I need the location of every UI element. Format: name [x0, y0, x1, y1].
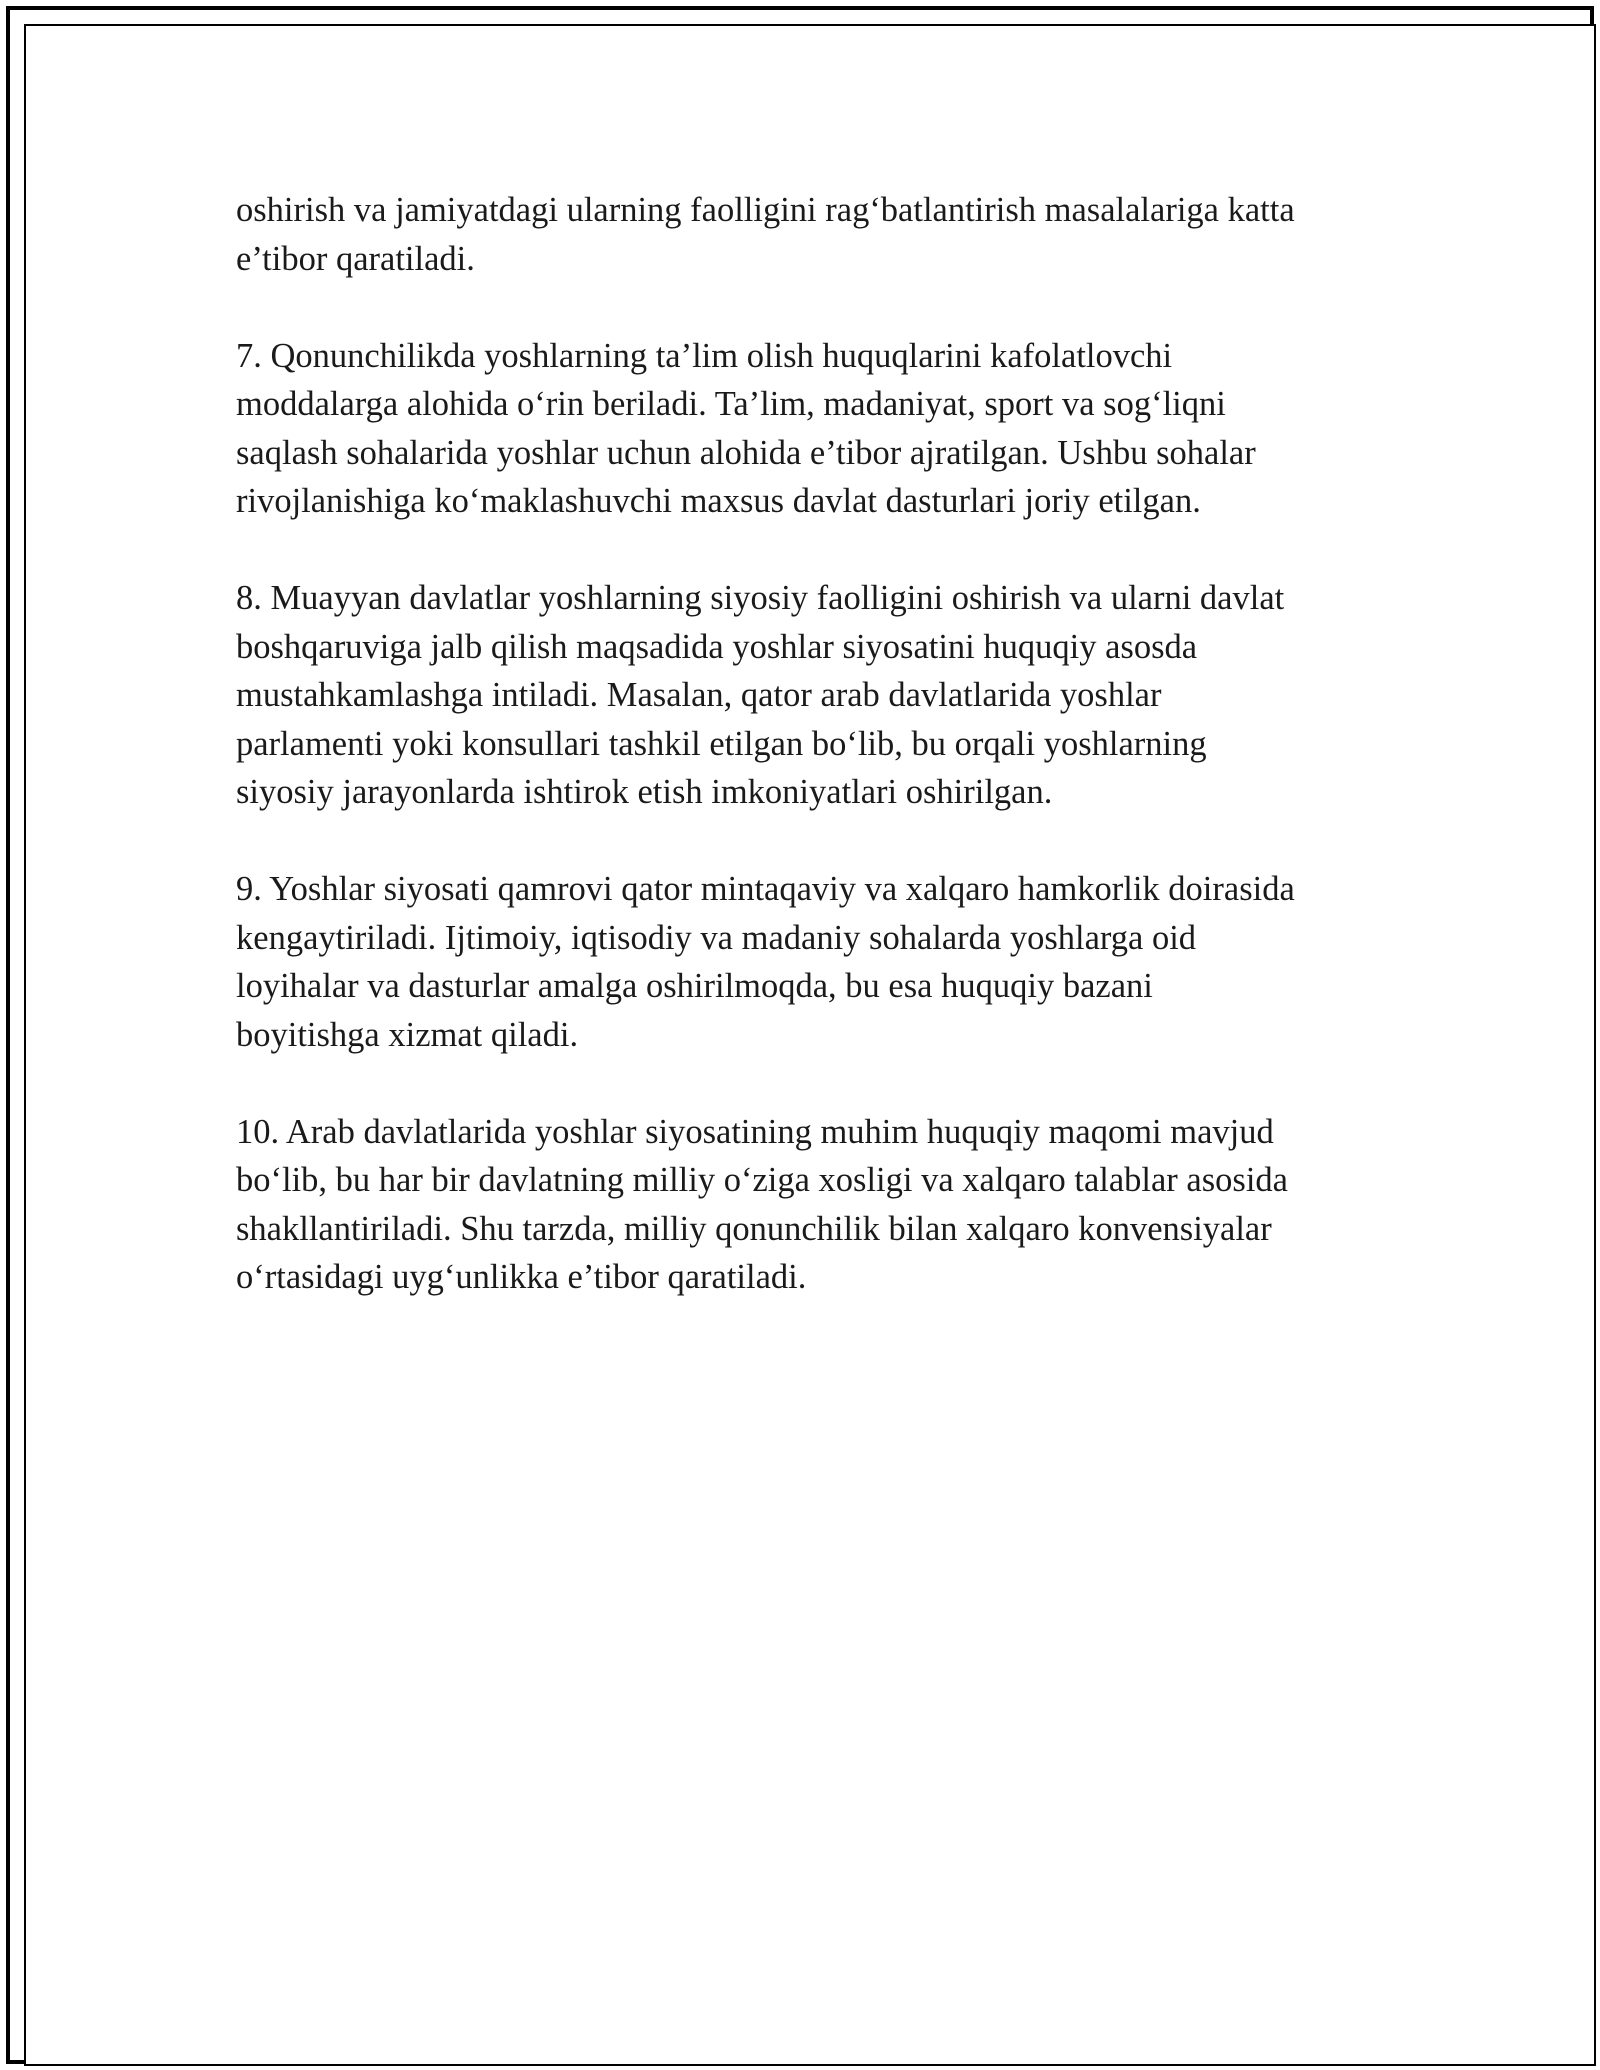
text-line: 10. Arab davlatlarida yoshlar siyosatining muhim huquqiy maqomi mavjud [236, 1112, 1274, 1151]
text-line: boshqaruviga jalb qilish maqsadida yoshlar siyosatini huquqiy asosda [236, 627, 1198, 666]
text-line: bo‘lib, bu har bir davlatning milliy o‘ziga xosligi va xalqaro talablar asosida [236, 1161, 1288, 1199]
text-line: 8. Muayyan davlatlar yoshlarning siyosiy faolligini oshirish va ularni davlat [236, 579, 1285, 617]
text-line: shakllantiriladi. Shu tarzda, milliy qonunchilik bilan xalqaro konvensiyalar [236, 1209, 1272, 1248]
text-line: loyihalar va dasturlar amalga oshirilmoqda, bu esa huquqiy bazani [236, 967, 1153, 1005]
paragraph-continuation [236, 186, 1386, 283]
text-line: rivojlanishiga ko‘maklashuvchi maxsus davlat dasturlari joriy etilgan. [236, 482, 1201, 520]
text-line: 7. Qonunchilikda yoshlarning ta’lim olish huquqlarini kafolatlovchi [236, 336, 1173, 375]
text-line: mustahkamlashga intiladi. Masalan, qator arab davlatlarida yoshlar [236, 676, 1162, 714]
paragraph-item-9 [236, 865, 1386, 1059]
text-line: oshirish va jamiyatdagi ularning faolligini rag‘batlantirish masalalariga katta [236, 191, 1295, 229]
paragraph-item-7 [236, 332, 1386, 526]
text-line: saqlash sohalarida yoshlar uchun alohida e’tibor ajratilgan. Ushbu sohalar [236, 433, 1256, 472]
text-line: o‘rtasidagi uyg‘unlikka e’tibor qaratiladi. [236, 1258, 807, 1296]
text-line: e’tibor qaratiladi. [236, 239, 475, 278]
paragraph-item-8 [236, 574, 1386, 817]
text-line: kengaytiriladi. Ijtimoiy, iqtisodiy va madaniy sohalarda yoshlarga oid [236, 918, 1197, 957]
text-line: moddalarga alohida o‘rin beriladi. Ta’lim, madaniyat, sport va sog‘liqni [236, 385, 1226, 423]
text-line: 9. Yoshlar siyosati qamrovi qator mintaqaviy va xalqaro hamkorlik doirasida [236, 870, 1295, 908]
document-body [236, 186, 1386, 1350]
text-line: parlamenti yoki konsullari tashkil etilgan bo‘lib, bu orqali yoshlarning [236, 724, 1207, 763]
paragraph-item-10 [236, 1108, 1386, 1302]
text-line: boyitishga xizmat qiladi. [236, 1015, 579, 1054]
text-line: siyosiy jarayonlarda ishtirok etish imkoniyatlari oshirilgan. [236, 773, 1053, 811]
